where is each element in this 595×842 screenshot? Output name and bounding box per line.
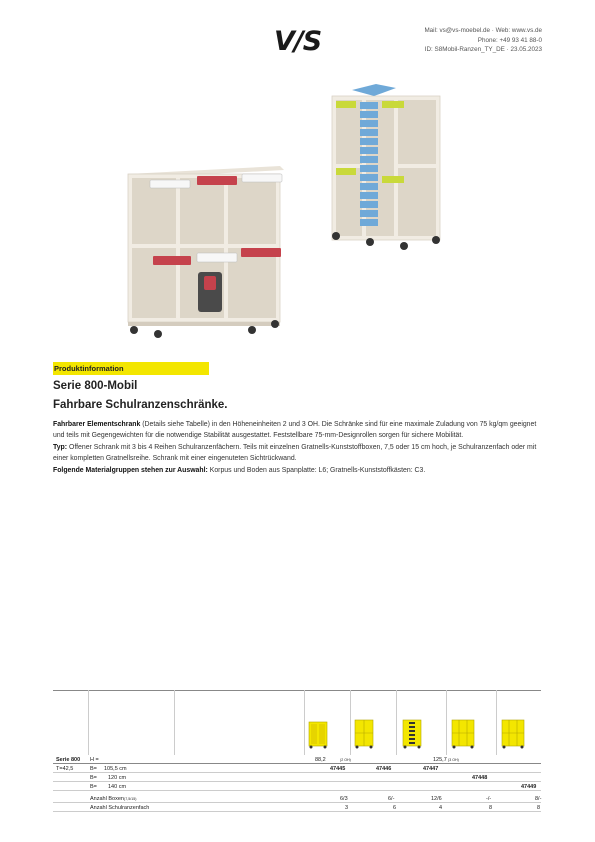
cabinet-thumbnail-47446 bbox=[352, 716, 376, 750]
height-label: H = bbox=[90, 756, 99, 763]
description-2-lead: Typ: bbox=[53, 443, 68, 451]
product-photo-cabinet-wide bbox=[120, 162, 290, 344]
depth-label: T=42,5 bbox=[56, 765, 74, 772]
page-title: Serie 800-Mobil bbox=[53, 380, 138, 392]
width-prefix: B= bbox=[90, 774, 97, 781]
description-3-text: Korpus und Boden aus Spanplatte: L6; Gratnells-Kunststoffkästen: C3. bbox=[207, 466, 426, 474]
table-row-compartments bbox=[53, 803, 541, 812]
table-row-width-1 bbox=[53, 764, 541, 773]
page-subtitle: Fahrbare Schulranzenschränke. bbox=[53, 399, 228, 411]
table-divider bbox=[174, 690, 175, 755]
height-value-2oh: 88,2 bbox=[315, 756, 326, 763]
width-prefix: B= bbox=[90, 783, 97, 790]
article-number: 47447 bbox=[423, 765, 439, 772]
contact-info bbox=[424, 26, 542, 55]
compartments-label: Anzahl Schulranzenfach bbox=[90, 804, 150, 811]
document-id: ID: S8Mobil-Ranzen_TY_DE · 23.05.2023 bbox=[424, 46, 542, 54]
product-photo-cabinet-tall bbox=[326, 84, 446, 252]
table-divider bbox=[446, 690, 447, 755]
section-badge: Produktinformation bbox=[53, 362, 209, 375]
table-row-width-2 bbox=[53, 773, 541, 782]
article-number: 47449 bbox=[521, 783, 537, 790]
compartments-value: 4 bbox=[439, 804, 443, 811]
description-paragraph-2 bbox=[53, 442, 543, 465]
compartments-value: 6 bbox=[393, 804, 397, 811]
description-1-lead: Fahrbarer Elementschrank bbox=[53, 421, 141, 428]
cabinet-thumbnail-47448 bbox=[450, 716, 476, 750]
height-value-3oh: 125,7 bbox=[433, 756, 447, 763]
boxes-unit: (7,5/15) bbox=[124, 797, 137, 801]
description-paragraph-1 bbox=[53, 419, 543, 442]
table-divider bbox=[396, 690, 397, 755]
boxes-value: 6/- bbox=[388, 795, 395, 802]
boxes-value: 8/- bbox=[535, 795, 542, 802]
description-paragraph-3 bbox=[53, 465, 543, 476]
boxes-value: 12/6 bbox=[431, 795, 442, 802]
boxes-label: Anzahl Boxen bbox=[90, 795, 124, 802]
boxes-value: -/- bbox=[486, 795, 492, 802]
width-value: 140 cm bbox=[108, 783, 127, 790]
table-row-width-3 bbox=[53, 782, 541, 791]
width-prefix: B= bbox=[90, 765, 97, 772]
height-unit-3oh: (3 OH) bbox=[448, 758, 459, 762]
height-unit-2oh: (2 OH) bbox=[340, 758, 351, 762]
table-divider bbox=[304, 690, 305, 755]
contact-phone: Phone: +49 93 41 88-0 bbox=[477, 36, 542, 44]
compartments-value: 3 bbox=[345, 804, 349, 811]
compartments-value: 8 bbox=[489, 804, 493, 811]
boxes-value: 6/3 bbox=[340, 795, 348, 802]
description-1-text: (Details siehe Tabelle) in den Höheneinheiten 2 und 3 OH. Die Schränke sind für eine maximale Zuladung von 75 kg/qm geeignet und teils mit Gegengewichten für die notwendige Stabilität ausgestattet. Feststellbare 75-mm-Designrollen sorgen für sichere Mobilität. bbox=[53, 421, 537, 440]
article-number: 47446 bbox=[376, 765, 392, 772]
width-value: 105,5 cm bbox=[104, 765, 127, 772]
series-label: Serie 800 bbox=[56, 756, 81, 763]
cabinet-thumbnail-47449 bbox=[500, 716, 526, 750]
table-divider bbox=[496, 690, 497, 755]
compartments-value: 8 bbox=[537, 804, 541, 811]
table-divider bbox=[350, 690, 351, 755]
description-3-lead: Folgende Materialgruppen stehen zur Auswahl: bbox=[53, 466, 208, 474]
cabinet-thumbnail-47447 bbox=[400, 716, 424, 750]
brand-logo: V/S bbox=[274, 26, 322, 57]
table-top-rule bbox=[53, 690, 541, 691]
width-value: 120 cm bbox=[108, 774, 127, 781]
table-row-height bbox=[53, 755, 541, 764]
description-2-text: Offener Schrank mit 3 bis 4 Reihen Schulranzenfächern. Teils mit einzelnen Gratnells-Kunststoffboxen, 7,5 oder 15 cm hoch, je Schulranzenfach oder mit einer kompletten Gratnellsreihe. Schrank mit einer eingenuteten Sichtrückwand. bbox=[53, 443, 537, 463]
table-divider bbox=[88, 690, 89, 755]
article-number: 47445 bbox=[330, 765, 346, 772]
description bbox=[53, 419, 543, 476]
cabinet-thumbnail-47445 bbox=[306, 716, 330, 750]
article-number: 47448 bbox=[472, 774, 488, 781]
table-row-boxes bbox=[53, 794, 541, 803]
contact-mail-web: Mail: vs@vs-moebel.de · Web: www.vs.de bbox=[424, 27, 542, 34]
